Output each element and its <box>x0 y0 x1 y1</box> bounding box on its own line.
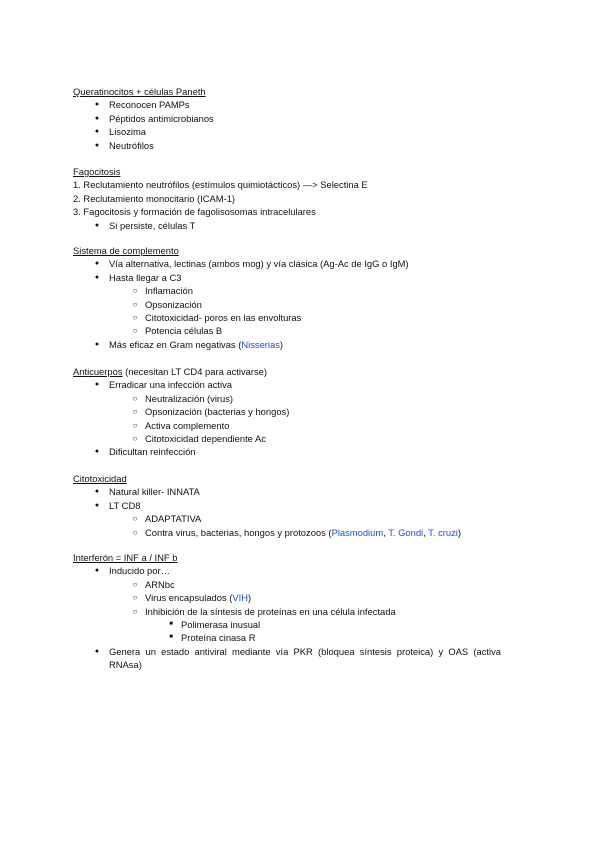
section-heading: Citotoxicidad <box>73 473 127 484</box>
bullet-icon: ● <box>94 141 100 149</box>
bullet-icon: ● <box>94 101 100 109</box>
square-bullet-icon: ■ <box>169 634 173 641</box>
sub-sub-list-item: ■ Proteína cinasa R <box>73 631 533 644</box>
list-item: ● Péptidos antimicrobianos <box>73 112 533 125</box>
section-citotoxicidad <box>73 472 533 539</box>
circle-bullet-icon: ○ <box>132 527 138 537</box>
bullet-icon: ● <box>94 501 100 509</box>
sub-list-item: ○ Inhibición de la síntesis de proteínas en una célula infectada <box>73 605 533 618</box>
section-interferon <box>73 551 533 672</box>
list-item: ● Más eficaz en Gram negativas (Nisserias) <box>73 338 533 351</box>
bullet-icon: ● <box>94 128 100 136</box>
bullet-icon: ● <box>94 567 100 575</box>
section-fagocitosis <box>73 165 533 232</box>
circle-bullet-icon: ○ <box>132 514 138 524</box>
sub-list-item: ○ ADAPTATIVA <box>73 512 533 525</box>
section-heading: Fagocitosis <box>73 166 121 177</box>
highlighted-term: T. cruzi <box>428 526 458 538</box>
bullet-icon: ● <box>94 647 100 655</box>
sub-list-item: ○ Opsonización (bacterias y hongos) <box>73 405 533 418</box>
sub-list-item: ○ Neutralización (virus) <box>73 392 533 405</box>
sub-list-item: ○ Contra virus, bacterias, hongos y protozoos (Plasmodium, T. Gondi, T. cruzi) <box>73 526 533 539</box>
circle-bullet-icon: ○ <box>132 593 138 603</box>
circle-bullet-icon: ○ <box>132 407 138 417</box>
list-item: ● Inducido por… <box>73 564 533 577</box>
highlighted-term: T. Gondi <box>388 526 424 538</box>
section-queratinocitos <box>73 85 533 152</box>
sub-list-item: ○ Potencia células B <box>73 324 533 337</box>
list-item: ● Vía alternativa, lectinas (ambos mog) y vía clásica (Ag-Ac de IgG o IgM) <box>73 257 533 270</box>
circle-bullet-icon: ○ <box>132 286 138 296</box>
sub-list-item: ○ Opsonización <box>73 298 533 311</box>
bullet-icon: ● <box>94 114 100 122</box>
list-item: ● LT CD8 <box>73 499 533 512</box>
section-heading: Anticuerpos <box>73 366 123 377</box>
bullet-icon: ● <box>94 260 100 268</box>
bullet-icon: ● <box>94 488 100 496</box>
section-complemento <box>73 244 533 351</box>
highlighted-term: Plasmodium <box>331 526 384 538</box>
section-anticuerpos <box>73 365 533 459</box>
circle-bullet-icon: ○ <box>132 420 138 430</box>
circle-bullet-icon: ○ <box>132 433 138 443</box>
circle-bullet-icon: ○ <box>132 326 138 336</box>
sub-list-item: ○ ARNbc <box>73 578 533 591</box>
list-item: ● Erradicar una infección activa <box>73 378 533 391</box>
bullet-icon: ● <box>94 221 100 229</box>
sub-sub-list-item: ■ Polimerasa inusual <box>73 618 533 631</box>
list-item: ● Lisozima <box>73 125 533 138</box>
circle-bullet-icon: ○ <box>132 579 138 589</box>
section-heading: Interferón = INF a / INF b <box>73 552 178 563</box>
numbered-item: 2. Reclutamiento monocitario (ICAM-1) <box>73 192 236 204</box>
list-item: ● Hasta llegar a C3 <box>73 271 533 284</box>
list-item: ● Si persiste, células T <box>73 219 533 232</box>
bullet-icon: ● <box>94 448 100 456</box>
numbered-item: 3. Fagocitosis y formación de fagolisosomas intracelulares <box>73 206 316 218</box>
bullet-icon: ● <box>94 340 100 348</box>
numbered-item: 1. Reclutamiento neutrófilos (estímulos quimiotácticos) —> Selectina E <box>73 179 368 191</box>
list-item: ● Dificultan reinfección <box>73 445 533 458</box>
section-heading: Queratinocitos + células Paneth <box>73 86 206 97</box>
circle-bullet-icon: ○ <box>132 299 138 309</box>
list-item-continuation: RNAsa) <box>109 659 142 671</box>
sub-list-item: ○ Inflamación <box>73 284 533 297</box>
circle-bullet-icon: ○ <box>132 393 138 403</box>
bullet-icon: ● <box>94 273 100 281</box>
list-item: ● Reconocen PAMPs <box>73 98 533 111</box>
bullet-icon: ● <box>94 381 100 389</box>
highlighted-term: VIH <box>232 592 249 604</box>
list-item: ● Neutrófilos <box>73 139 533 152</box>
circle-bullet-icon: ○ <box>132 312 138 322</box>
sub-list-item: ○ Activa complemento <box>73 419 533 432</box>
sub-list-item: ○ Virus encapsulados (VIH) <box>73 591 533 604</box>
square-bullet-icon: ■ <box>169 620 173 627</box>
section-heading: Sistema de complemento <box>73 245 179 256</box>
sub-list-item: ○ Citotoxicidad dependiente Ac <box>73 432 533 445</box>
highlighted-term: Nisserias <box>241 338 280 350</box>
list-item: ● Natural killer- INNATA <box>73 485 533 498</box>
list-item: ● Genera un estado antiviral mediante vía PKR (bloquea síntesis proteica) y OAS (activa <box>73 645 533 658</box>
circle-bullet-icon: ○ <box>132 606 138 616</box>
section-heading-line: Anticuerpos (necesitan LT CD4 para activarse) <box>73 366 268 377</box>
sub-list-item: ○ Citotoxicidad- poros en las envolturas <box>73 311 533 324</box>
